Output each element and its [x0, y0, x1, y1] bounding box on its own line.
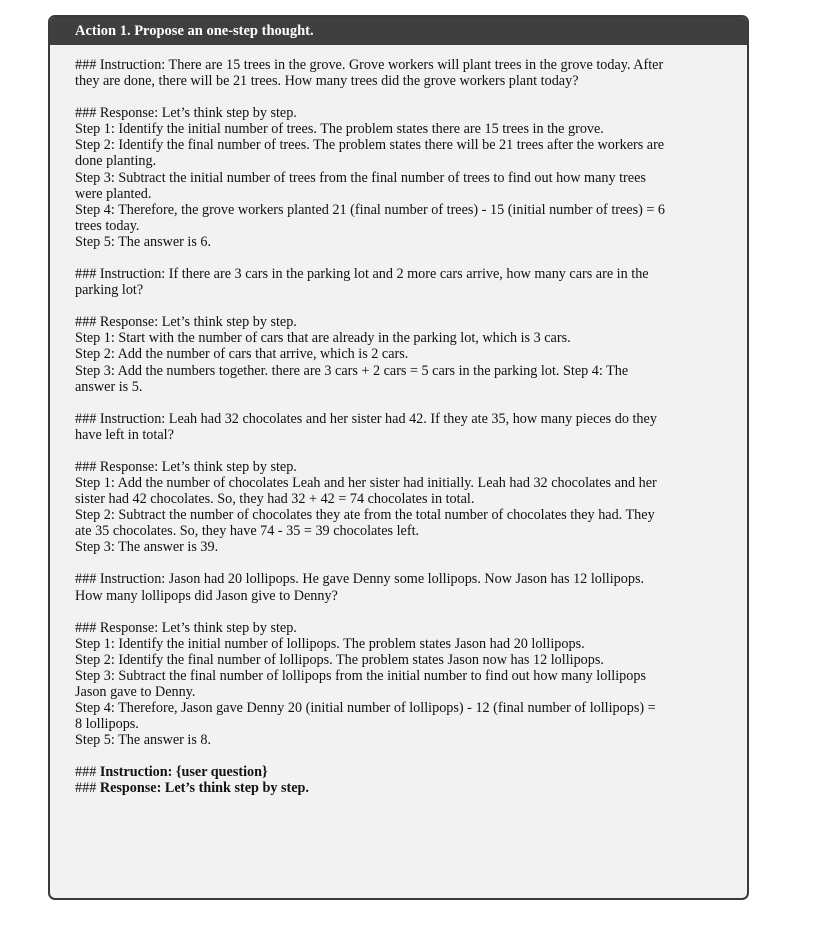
text-block: [75, 411, 725, 443]
text-line: ate 35 chocolates. So, they have 74 - 35 = 39 chocolates left.: [75, 523, 420, 540]
card-header: [50, 17, 747, 45]
final-instruction-line: ### Instruction: {user question}: [75, 764, 268, 781]
text-line: they are done, there will be 21 trees. How many trees did the grove workers plant today?: [75, 73, 579, 90]
text-line: Step 3: The answer is 39.: [75, 539, 219, 556]
text-line: Step 5: The answer is 6.: [75, 233, 212, 250]
text-line: 8 lollipops.: [75, 716, 139, 733]
text-line: ### Instruction: If there are 3 cars in the parking lot and 2 more cars arrive, how many cars are in the: [75, 266, 649, 283]
text-line: sister had 42 chocolates. So, they had 32 + 42 = 74 chocolates in total.: [75, 491, 475, 508]
text-block: [75, 571, 725, 603]
text-line: ### Response: Let’s think step by step.: [75, 105, 297, 122]
text-line: Step 5: The answer is 8.: [75, 732, 212, 749]
text-line: Step 2: Subtract the number of chocolates they ate from the total number of chocolates they had. They: [75, 507, 655, 524]
text-block: [75, 266, 725, 298]
text-line: Step 2: Identify the final number of lollipops. The problem states Jason now has 12 lollipops.: [75, 651, 604, 668]
text-line: have left in total?: [75, 426, 174, 443]
text-line: ### Instruction: Jason had 20 lollipops. He gave Denny some lollipops. Now Jason has 12 lollipops.: [75, 571, 645, 588]
text-line: ### Response: Let’s think step by step.: [75, 458, 297, 475]
text-line: trees today.: [75, 217, 140, 234]
text-line: Step 3: Subtract the final number of lollipops from the initial number to find out how many lollipops: [75, 667, 646, 684]
text-line: Step 2: Add the number of cars that arrive, which is 2 cars.: [75, 346, 409, 363]
text-line: Step 2: Identify the final number of trees. The problem states there will be 21 trees after the workers are: [75, 137, 665, 154]
text-line: ### Response: Let’s think step by step.: [75, 619, 297, 636]
text-line: Jason gave to Denny.: [75, 684, 196, 700]
text-line: parking lot?: [75, 282, 144, 299]
text-block: [75, 57, 725, 89]
text-block: [75, 620, 725, 749]
text-line: ### Instruction: There are 15 trees in the grove. Grove workers will plant trees in the grove today. After: [75, 57, 664, 73]
text-block: [75, 314, 725, 394]
prompt-card: [48, 15, 749, 900]
card-title: Action 1. Propose an one-step thought.: [75, 23, 314, 39]
text-line: Step 4: Therefore, Jason gave Denny 20 (initial number of lollipops) - 12 (final number of lollipops) =: [75, 700, 656, 717]
text-block: [75, 105, 725, 250]
text-line: Step 1: Start with the number of cars that are already in the parking lot, which is 3 cars.: [75, 330, 571, 347]
text-line: Step 1: Add the number of chocolates Leah and her sister had initially. Leah had 32 chocolates and her: [75, 474, 657, 491]
final-response-line: ### Response: Let’s think step by step.: [75, 780, 309, 797]
text-line: done planting.: [75, 153, 157, 170]
text-line: How many lollipops did Jason give to Denny?: [75, 587, 338, 604]
text-line: ### Response: Let’s think step by step.: [75, 314, 297, 331]
text-line: ### Instruction: Leah had 32 chocolates and her sister had 42. If they ate 35, how many pieces do they: [75, 410, 657, 427]
prompt-content: [50, 45, 747, 748]
text-block: [75, 459, 725, 556]
text-line: answer is 5.: [75, 378, 143, 395]
text-line: Step 1: Identify the initial number of lollipops. The problem states Jason had 20 lollipops.: [75, 635, 585, 652]
text-line: Step 3: Add the numbers together. there are 3 cars + 2 cars = 5 cars in the parking lot. Step 4: The: [75, 362, 629, 379]
text-line: Step 1: Identify the initial number of trees. The problem states there are 15 trees in the grove.: [75, 121, 604, 138]
text-line: Step 4: Therefore, the grove workers planted 21 (final number of trees) - 15 (initial number of trees) = 6: [75, 201, 666, 218]
final-prompt: [50, 764, 747, 796]
text-line: were planted.: [75, 185, 152, 202]
text-line: Step 3: Subtract the initial number of trees from the final number of trees to find out how many trees: [75, 169, 646, 186]
